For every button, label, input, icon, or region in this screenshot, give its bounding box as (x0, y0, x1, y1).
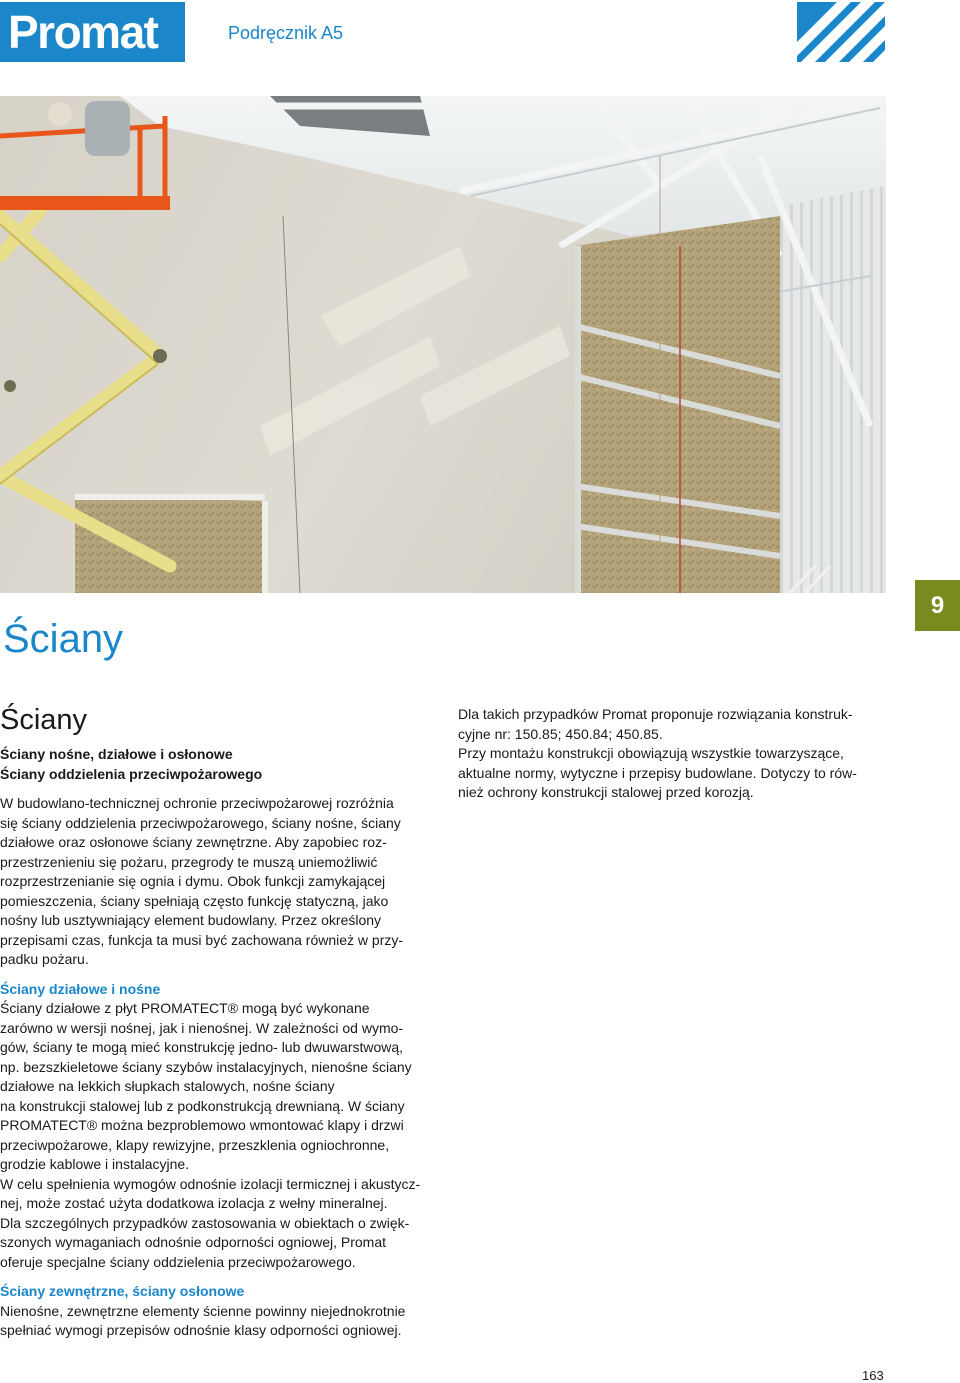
text-line: cyjne nr: 150.85; 450.84; 450.85. (458, 725, 663, 742)
text-line: Ściany działowe z płyt PROMATECT® mogą być wykonane (0, 1000, 370, 1016)
intro-paragraph (0, 794, 440, 970)
promat-logo: Promat (0, 2, 185, 62)
text-line: Nienośne, zewnętrzne elementy ścienne powinny niejednokrotnie (0, 1302, 406, 1319)
text-line: pomieszczenia, ściany spełniają często funkcję statyczną, jako (0, 892, 389, 909)
subheading-partition-walls: Ściany działowe i nośne (0, 980, 161, 997)
text-line: rozprzestrzenianie się ognia i dymu. Obok funkcji zamykającej (0, 873, 386, 889)
diagonal-stripes-icon (797, 2, 885, 62)
text-line: Przy montażu konstrukcji obowiązują wszystkie towarzyszące, (458, 745, 844, 761)
construction-photo (0, 96, 886, 593)
left-column (0, 701, 440, 1341)
text-line: spełniać wymogi przepisów odnośnie klasy odporności ogniowej. (0, 1322, 402, 1338)
chapter-tab[interactable]: 9 (915, 580, 960, 631)
text-line: szonych wymaganiach odnośnie odporności ogniowej, Promat (0, 1234, 386, 1250)
document-title: Podręcznik A5 (228, 23, 344, 43)
subheading-external-walls: Ściany zewnętrzne, ściany osłonowe (0, 1283, 245, 1299)
subtitle-line-2: Ściany oddzielenia przeciwpożarowego (0, 765, 263, 782)
text-line: PROMATECT® można bezproblemowo wmontować klapy i drzwi (0, 1117, 404, 1133)
text-line: aktualne normy, wytyczne i przepisy budowlane. Dotyczy to rów- (458, 764, 857, 781)
text-line: zarówno w wersji nośnej, jak i nienośnej. W zależności od wymo- (0, 1019, 404, 1036)
text-line: nej, może zostać użyta dodatkowa izolacja z wełny mineralnej. (0, 1195, 388, 1211)
text-line: nośny lub usztywniający element budowlany. Przez określony (0, 912, 382, 928)
text-line: W budowlano-technicznej ochronie przeciwpożarowej rozróżnia (0, 795, 394, 811)
external-walls-paragraph (0, 1302, 440, 1341)
text-line: przepisami czas, funkcja ta musi być zachowana również w przy- (0, 931, 404, 948)
right-column (458, 705, 888, 803)
text-line: grodzie kablowe i instalacyjne. (0, 1156, 190, 1172)
text-line: przestrzenieniu się pożaru, przegrody te muszą uniemożliwić (0, 853, 378, 870)
section-heading: Ściany (0, 704, 88, 736)
text-line: działowe oraz osłonowe ściany zewnętrzne. Aby zapobiec roz- (0, 834, 387, 850)
text-line: Dla szczególnych przypadków zastosowania w obiektach o zwięk- (0, 1214, 410, 1231)
text-line: przeciwpożarowe, klapy rewizyjne, przeszklenia ogniochronne, (0, 1136, 390, 1153)
text-line: nież ochrony konstrukcji stalowej przed korozją. (458, 784, 754, 800)
text-line: się ściany oddzielenia przeciwpożarowego, ściany nośne, ściany (0, 814, 401, 831)
text-line: W celu spełnienia wymogów odnośnie izolacji termicznej i akustycz- (0, 1175, 421, 1192)
text-line: np. bezszkieletowe ściany szybów instalacyjnych, nienośne ściany (0, 1058, 412, 1075)
text-line: padku pożaru. (0, 951, 89, 967)
chapter-title: Ściany (3, 617, 124, 661)
partition-walls-paragraph (0, 999, 440, 1272)
text-line: działowe na lekkich słupkach stalowych, nośne ściany (0, 1078, 335, 1094)
text-line: Dla takich przypadków Promat proponuje rozwiązania konstruk- (458, 706, 853, 722)
construction-photo-icon (0, 96, 886, 593)
text-line: gów, ściany te mogą mieć konstrukcję jedno- lub dwuwarstwową, (0, 1039, 404, 1055)
page-number: 163 (862, 1368, 884, 1383)
subtitle-line-1: Ściany nośne, działowe i osłonowe (0, 746, 233, 762)
text-line: na konstrukcji stalowej lub z podkonstrukcją drewnianą. W ściany (0, 1097, 405, 1114)
text-line: oferuje specjalne ściany oddzielenia przeciwpożarowego. (0, 1253, 356, 1270)
